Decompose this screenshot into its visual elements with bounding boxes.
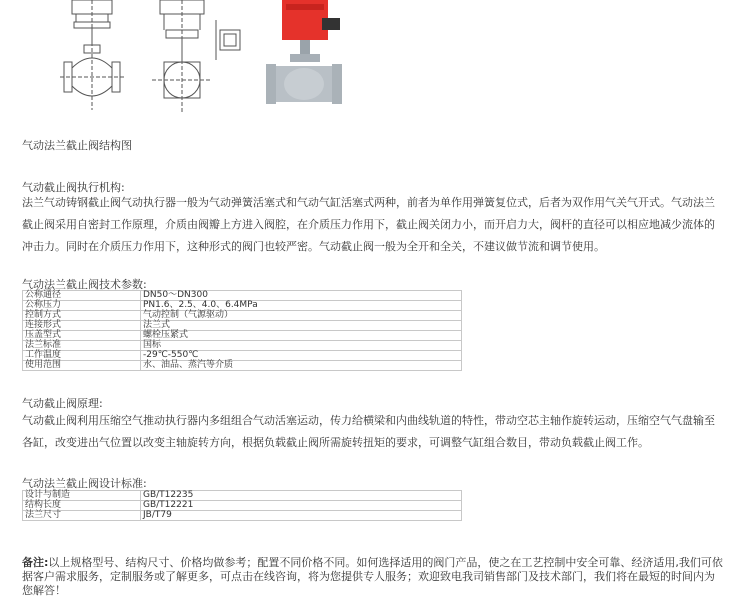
design-standards-table [22,490,462,521]
table-row [23,361,462,371]
figure-caption: 气动法兰截止阀结构图 [22,139,132,152]
param-name: 使用范围 [23,361,141,371]
param-value: PN1.6、2.5、4.0、6.4MPa [141,301,462,311]
table-row [23,321,462,331]
param-value: 螺栓压紧式 [141,331,462,341]
table-row [23,311,462,321]
param-name: 设计与制造 [23,491,141,501]
valve-structure-figures [60,0,360,118]
param-name: 法兰尺寸 [23,511,141,521]
param-value: GB/T12221 [141,501,462,511]
table-row [23,301,462,311]
param-name: 法兰标准 [23,341,141,351]
param-value: 国标 [141,341,462,351]
table-row [23,501,462,511]
table-row [23,291,462,301]
design-standards-heading: 气动法兰截止阀设计标准: [22,477,147,490]
tech-params-heading: 气动法兰截止阀技术参数: [22,278,147,291]
actuator-description: 法兰气动铸钢截止阀气动执行器一般为气动弹簧活塞式和气动气缸活塞式两种，前者为单作用弹簧复位式，后者为双作用气关气开式。气动法兰截止阀采用自密封工作原理，介质由阀瓣上方进入阀腔，在介质压力作用下，截止阀关闭力小，而开启力大，阀杆的直径可以相应地减少流体的冲击力。同时在介质压力作用下，这种形式的阀门也较严密。气动截止阀一般为全开和全关，不建议做节流和调节使用。 [22,196,715,253]
valve-product-photo [266,0,342,104]
remark-text: 以上规格型号、结构尺寸、价格均做参考；配置不同价格不同。如何选择适用的阀门产品，使之在工艺控制中安全可靠、经济适用,我们可依据客户需求服务，定制服务或了解更多，可点击在线咨询，将为您提供专人服务；欢迎致电我司销售部门及技术部门，我们将在最短的时间内为您解答！ [22,556,723,597]
param-name: 工作温度 [23,351,141,361]
param-name: 公称压力 [23,301,141,311]
table-row [23,351,462,361]
param-value: 法兰式 [141,321,462,331]
param-name: 压盖型式 [23,331,141,341]
param-name: 控制方式 [23,311,141,321]
param-value: GB/T12235 [141,491,462,501]
param-value: -29℃-550℃ [141,351,462,361]
param-name: 结构长度 [23,501,141,511]
actuator-heading: 气动截止阀执行机构: [22,181,125,194]
table-row [23,341,462,351]
valve-drawing-side [152,0,240,112]
param-value: JB/T79 [141,511,462,521]
param-name: 公称通径 [23,291,141,301]
principle-description: 气动截止阀利用压缩空气推动执行器内多组组合气动活塞运动，传力给横梁和内曲线轨道的特性，带动空芯主轴作旋转运动，压缩空气气盘输至各缸，改变进出气位置以改变主轴旋转方向，根据负载截止阀所需旋转扭矩的要求，可调整气缸组合数目，带动负载截止阀工作。 [22,414,715,449]
table-row [23,491,462,501]
remark-label: 备注: [22,556,49,569]
param-value: DN50～DN300 [141,291,462,301]
param-name: 连接形式 [23,321,141,331]
param-value: 气动控制（气源驱动） [141,311,462,321]
param-value: 水、油品、蒸汽等介质 [141,361,462,371]
table-row [23,511,462,521]
tech-params-table [22,290,462,371]
principle-heading: 气动截止阀原理: [22,397,103,410]
valve-drawings [60,0,360,118]
remark-note [22,556,724,598]
valve-drawing-front [60,0,124,110]
table-row [23,331,462,341]
